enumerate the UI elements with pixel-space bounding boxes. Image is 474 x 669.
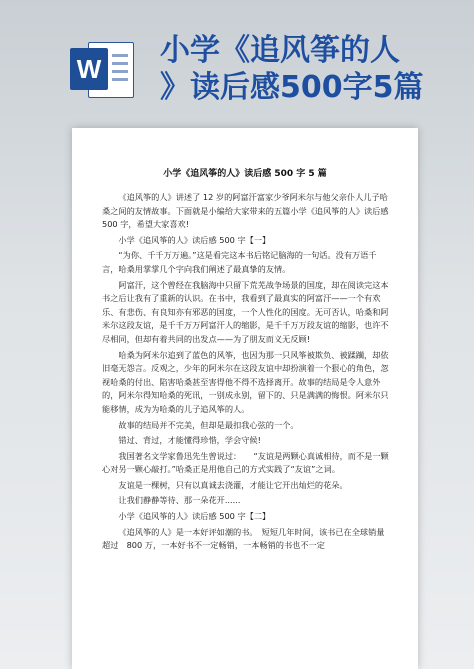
word-sheet-line (112, 54, 128, 57)
banner-title-line2: 》读后感500字5篇 (160, 70, 424, 105)
document-page (72, 128, 418, 669)
paragraph: 让我们静静等待、那一朵花开...... (118, 495, 241, 506)
banner-title-line1: 小学《追风筝的人 (160, 33, 400, 68)
paragraph: 我国著名文学家鲁迅先生曾说过： “友谊是两颗心真诚相待，而不是一颗心对另一颗心敲打。”哈桑正是用他自己的方式实践了“友谊”之词。 (102, 450, 389, 475)
word-sheet-line (112, 78, 128, 81)
banner (0, 0, 474, 130)
section-heading: 小学《追风筝的人》读后感 500 字【一】 (118, 234, 271, 245)
word-letter-badge: W (70, 48, 108, 90)
paragraph: 《追风筝的人》是一本好评如潮的书。 短短几年时间，该书已在全球销量超过 800 万，一本好书不一定畅销，一本畅销的书也不一定 (102, 526, 385, 551)
paragraph: “为你、千千万万遍。”这是看完这本书后铭记脑海的一句话。没有万语千言，哈桑用掌掌几个字向我们阐述了最真挚的友情。 (102, 250, 377, 274)
paragraph: 友谊是一棵树，只有以真诚去浇灌，才能让它开出灿烂的花朵。 (118, 479, 348, 490)
paragraph: 错过、背过，才能懂得珍惜，学会守候! (118, 435, 261, 446)
document-title: 小学《追风筝的人》读后感 500 字 5 篇 (163, 169, 327, 179)
banner-title (160, 32, 460, 106)
section-heading: 小学《追风筝的人》读后感 500 字【二】 (118, 511, 271, 522)
paragraph: 哈桑为阿米尔追到了蓝色的风筝，也因为那一只风筝被欺负、被蹂躏，却依旧毫无怨言。反观之，少年的阿米尔在这段友谊中却扮演着一个狠心的角色，忽视哈桑的付出、陷害哈桑甚至害得他不得不选择离开。故事的结局是令人意外的，阿米尔得知哈桑的死讯，一别成永别，留下的、只是满满的悔恨。阿米尔只能移情，成为为哈桑的儿子追风筝的人。 (102, 349, 389, 414)
paragraph: 故事的结局并不完美，但却是最扣我心弦的一个。 (118, 419, 299, 430)
document-body (72, 191, 418, 553)
paragraph: 阿富汗，这个曾经在我脑海中只留下荒芜战争场景的国度，却在阅读完这本书之后让我有了重新的认识。在书中，我看到了最真实的阿富汗——一个有欢乐、有悲伤、有良知亦有邪恶的国度，一个人性化的国度。无可否认，哈桑和阿米尔这段友谊，是千千万万阿富汗人的缩影，是千千万万段友谊的缩影，也许不尽相同，但却有着共同的出发点——为了朋友而义无反顾! (102, 279, 389, 344)
word-sheet-line (112, 70, 128, 73)
word-sheet-line (112, 62, 128, 65)
word-doc-icon (70, 40, 134, 98)
paragraph: 《追风筝的人》讲述了 12 岁的阿富汗富家少爷阿米尔与他父亲仆人儿子哈桑之间的友情故事。下面就是小编给大家带来的五篇小学《追风筝的人》读后感 500 字，希望大家喜欢! (102, 192, 389, 230)
